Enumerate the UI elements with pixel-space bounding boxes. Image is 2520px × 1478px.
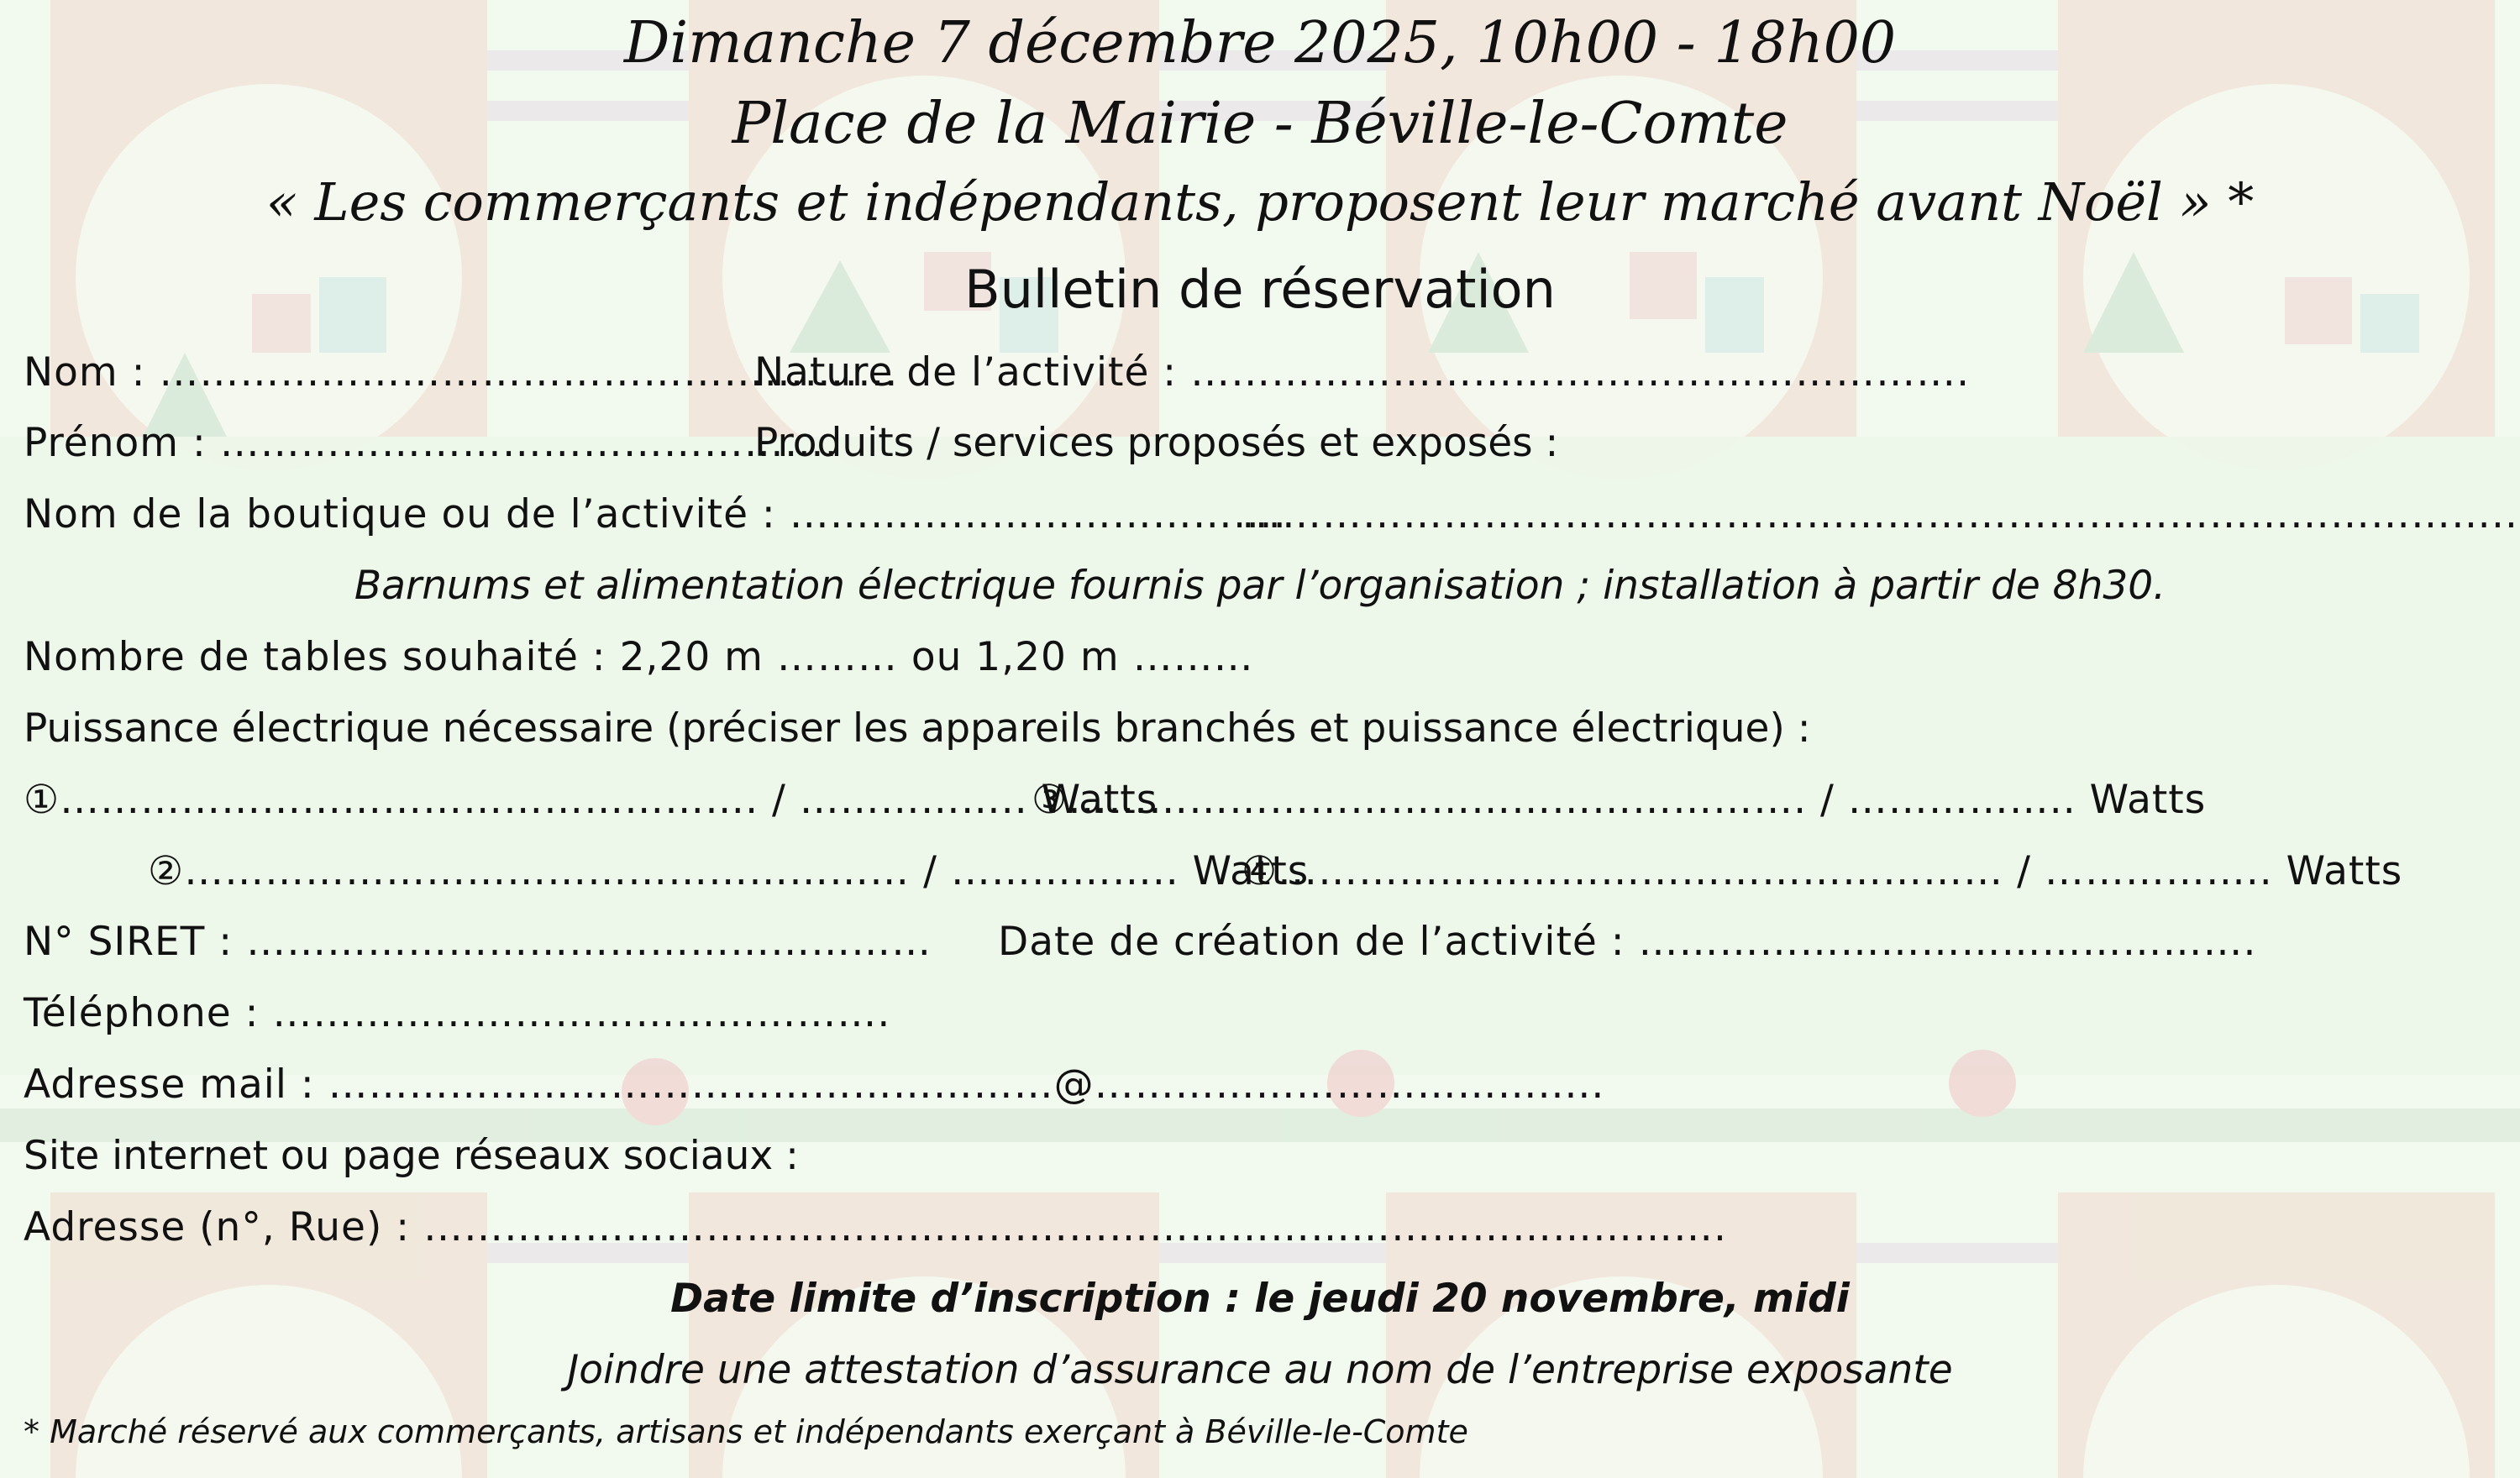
field-watts-1[interactable]: ①……………………………………………. / …………….. Watts — [24, 777, 1158, 823]
registration-deadline: Date limite d’inscription : le jeudi 20 novembre, midi — [670, 1276, 1850, 1322]
field-nom-boutique[interactable]: Nom de la boutique ou de l’activité : ………………………………. — [24, 491, 1287, 537]
barnums-note: Barnums et alimentation électrique fournis par l’organisation ; installation à partir de 8h30. — [354, 563, 2166, 609]
field-adresse-mail[interactable]: Adresse mail : ………………………………………………@……………………………..... — [24, 1061, 1605, 1108]
event-place-line: Place de la Mairie - Béville-le-Comte — [732, 91, 1788, 157]
footnote: * Marché réservé aux commerçants, artisans et indépendants exerçant à Béville-le-Comte — [24, 1413, 1468, 1450]
field-produits-line[interactable]: ………………………………………………………………………………….. — [1242, 491, 2518, 537]
form-title: Bulletin de réservation — [964, 259, 1556, 320]
field-site-internet[interactable]: Site internet ou page réseaux sociaux : — [24, 1133, 800, 1179]
puissance-electrique-label: Puissance électrique nécessaire (préciser les appareils branchés et puissance électrique) : — [24, 705, 1811, 752]
event-date-line: Dimanche 7 décembre 2025, 10h00 - 18h00 — [623, 10, 1897, 76]
field-date-creation[interactable]: Date de création de l’activité : ………………………………………. — [998, 919, 2257, 965]
field-watts-2[interactable]: ②……………………………………………… / …………….. Watts — [148, 848, 1310, 894]
field-watts-3[interactable]: ③………………………………………………. / …………….. Watts — [1032, 777, 2207, 823]
field-nom[interactable]: Nom : ………………………………………………. — [24, 349, 899, 396]
field-adresse[interactable]: Adresse (n°, Rue) : ……………………………………………………………………………………. — [24, 1204, 1727, 1250]
field-watts-4[interactable]: ④……………………………………………… / …………….. Watts — [1242, 848, 2403, 894]
field-prenom[interactable]: Prénom : ………………………………………. — [24, 420, 838, 466]
field-produits-services[interactable]: Produits / services proposés et exposés : — [754, 420, 1559, 466]
insurance-attestation-note: Joindre une attestation d’assurance au nom de l’entreprise exposante — [567, 1347, 1953, 1393]
event-tagline: « Les commerçants et indépendants, proposent leur marché avant Noël » * — [265, 171, 2255, 233]
field-nature-activite[interactable]: Nature de l’activité : …………………………………………………. — [754, 349, 1971, 396]
field-siret[interactable]: N° SIRET : …………………………………………… — [24, 919, 932, 965]
field-telephone[interactable]: Téléphone : ………………………………………. — [24, 990, 891, 1036]
field-nombre-tables[interactable]: Nombre de tables souhaité : 2,20 m ……… ou 1,20 m ……… — [24, 634, 1254, 680]
